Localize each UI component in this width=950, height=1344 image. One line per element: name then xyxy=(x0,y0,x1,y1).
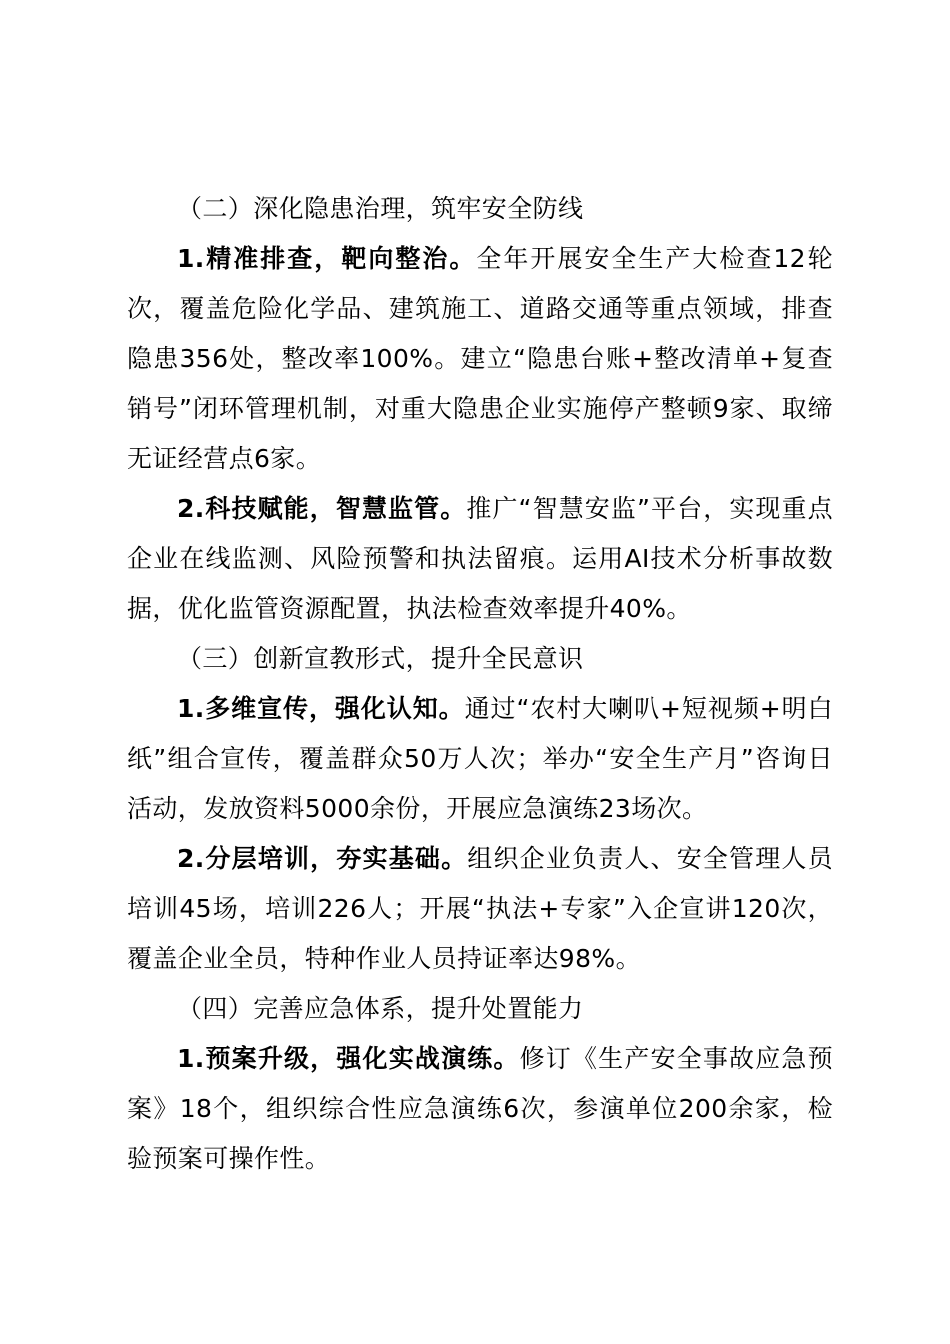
paragraph-3-1 xyxy=(127,684,833,834)
document-body xyxy=(127,184,833,1184)
paragraph-4-1 xyxy=(127,1034,833,1184)
section-heading-2: （二）深化隐患治理，筑牢安全防线 xyxy=(177,194,584,223)
paragraph-text: 修订《生产安全事故应急预案》18个，组织综合性应急演练6次，参演单位200余家，检验预案可操作性。 xyxy=(127,1044,833,1173)
paragraph-2-2 xyxy=(127,484,833,634)
paragraph-lead: 1.预案升级，强化实战演练。 xyxy=(177,1044,520,1073)
paragraph-3-2 xyxy=(127,834,833,984)
paragraph-text: 推广“智慧安监”平台，实现重点企业在线监测、风险预警和执法留痕。运用AI技术分析事故数据，优化监管资源配置，执法检查效率提升40%。 xyxy=(127,494,834,623)
section-heading-3: （三）创新宣教形式，提升全民意识 xyxy=(177,644,584,673)
section-heading-4: （四）完善应急体系，提升处置能力 xyxy=(177,994,584,1023)
paragraph-2-1 xyxy=(127,234,833,484)
paragraph-lead: 1.多维宣传，强化认知。 xyxy=(177,694,465,723)
paragraph-text: 全年开展安全生产大检查12轮次，覆盖危险化学品、建筑施工、道路交通等重点领域，排查隐患356处，整改率100%。建立“隐患台账+整改清单+复查销号”闭环管理机制，对重大隐患企业实施停产整顿9家、取缔无证经营点6家。 xyxy=(127,244,833,473)
paragraph-lead: 1.精准排查，靶向整治。 xyxy=(177,244,477,273)
paragraph-text: 通过“农村大喇叭+短视频+明白纸”组合宣传，覆盖群众50万人次；举办“安全生产月”咨询日活动，发放资料5000余份，开展应急演练23场次。 xyxy=(127,694,833,823)
paragraph-lead: 2.科技赋能，智慧监管。 xyxy=(177,494,467,523)
paragraph-text: 组织企业负责人、安全管理人员培训45场，培训226人；开展“执法+专家”入企宣讲120次，覆盖企业全员，特种作业人员持证率达98%。 xyxy=(127,844,833,973)
paragraph-lead: 2.分层培训，夯实基础。 xyxy=(177,844,468,873)
